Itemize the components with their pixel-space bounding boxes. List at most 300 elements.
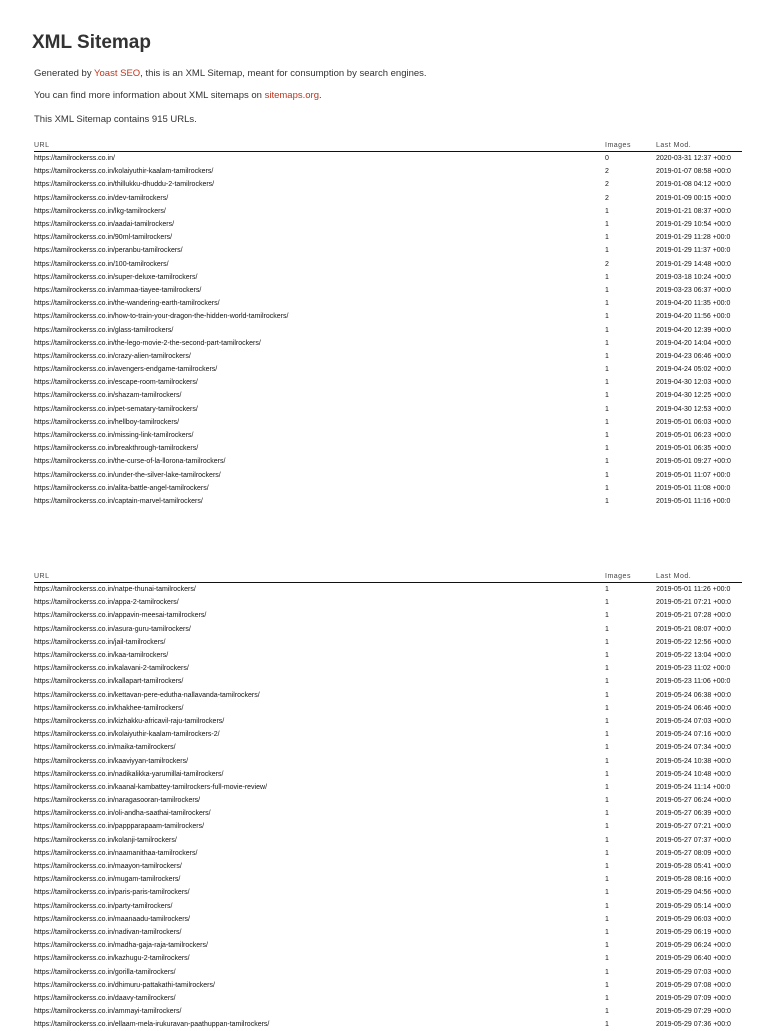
url-link[interactable]: https://tamilrockerss.co.in/hellboy-tamilrockers/: [34, 419, 179, 426]
images-cell: 1: [605, 689, 656, 702]
images-cell: 1: [605, 807, 656, 820]
images-cell: 1: [605, 350, 656, 363]
url-link[interactable]: https://tamilrockerss.co.in/naamanithaa-tamilrockers/: [34, 850, 197, 857]
images-cell: 1: [605, 363, 656, 376]
images-cell: 1: [605, 662, 656, 675]
url-cell: [34, 794, 605, 807]
url-cell: [34, 820, 605, 833]
lastmod-cell: 2019-05-01 11:07 +00:0: [656, 469, 742, 482]
url-cell: [34, 1018, 605, 1031]
images-cell: 1: [605, 244, 656, 257]
images-cell: 1: [605, 609, 656, 622]
url-cell: [34, 926, 605, 939]
table-row: [34, 807, 742, 820]
lastmod-cell: 2019-05-24 10:48 +00:0: [656, 768, 742, 781]
images-cell: 1: [605, 231, 656, 244]
url-link[interactable]: https://tamilrockerss.co.in/kaa-tamilrockers/: [34, 652, 168, 659]
url-link[interactable]: https://tamilrockerss.co.in/ammayi-tamilrockers/: [34, 1008, 181, 1015]
lastmod-cell: 2019-01-08 04:12 +00:0: [656, 178, 742, 191]
url-cell: [34, 702, 605, 715]
images-cell: 1: [605, 218, 656, 231]
url-cell: [34, 231, 605, 244]
table-row: [34, 754, 742, 767]
lastmod-cell: 2020-03-31 12:37 +00:0: [656, 152, 742, 166]
url-cell: [34, 715, 605, 728]
lastmod-cell: 2019-05-29 05:14 +00:0: [656, 900, 742, 913]
url-link[interactable]: https://tamilrockerss.co.in/how-to-train-your-dragon-the-hidden-world-tamilrockers/: [34, 313, 288, 320]
table-row: [34, 310, 742, 323]
url-link[interactable]: https://tamilrockerss.co.in/dhimuru-pattakathi-tamilrockers/: [34, 982, 215, 989]
table-row: [34, 649, 742, 662]
url-cell: [34, 442, 605, 455]
lastmod-cell: 2019-01-09 00:15 +00:0: [656, 192, 742, 205]
lastmod-cell: 2019-05-21 07:21 +00:0: [656, 596, 742, 609]
lastmod-cell: 2019-05-28 08:16 +00:0: [656, 873, 742, 886]
info-text: [34, 90, 322, 101]
images-cell: 1: [605, 702, 656, 715]
generated-by-text: [34, 68, 427, 79]
url-cell: [34, 323, 605, 336]
url-cell: [34, 403, 605, 416]
table-row: [34, 913, 742, 926]
table-row: [34, 636, 742, 649]
table-row: [34, 1018, 742, 1031]
url-link[interactable]: https://tamilrockerss.co.in/avengers-endgame-tamilrockers/: [34, 366, 217, 373]
yoast-seo-link[interactable]: Yoast SEO: [94, 68, 140, 79]
url-cell: [34, 429, 605, 442]
table-row: [34, 794, 742, 807]
url-link[interactable]: https://tamilrockerss.co.in/pet-sematary-tamilrockers/: [34, 406, 198, 413]
url-link[interactable]: https://tamilrockerss.co.in/ammaa-tiayee-tamilrockers/: [34, 287, 201, 294]
images-cell: 1: [605, 715, 656, 728]
images-cell: 1: [605, 1018, 656, 1031]
table-body-2: [34, 583, 742, 1031]
lastmod-cell: 2019-05-01 11:08 +00:0: [656, 482, 742, 495]
url-cell: [34, 873, 605, 886]
table-row: [34, 623, 742, 636]
url-link[interactable]: https://tamilrockerss.co.in/crazy-alien-tamilrockers/: [34, 353, 191, 360]
table-row: [34, 271, 742, 284]
images-cell: 1: [605, 623, 656, 636]
url-link[interactable]: https://tamilrockerss.co.in/the-wandering-earth-tamilrockers/: [34, 300, 220, 307]
images-cell: 2: [605, 258, 656, 271]
images-cell: 1: [605, 900, 656, 913]
lastmod-cell: 2019-05-24 06:38 +00:0: [656, 689, 742, 702]
lastmod-cell: 2019-05-29 06:19 +00:0: [656, 926, 742, 939]
url-link[interactable]: https://tamilrockerss.co.in/kallapart-tamilrockers/: [34, 678, 183, 685]
table-row: [34, 992, 742, 1005]
url-cell: [34, 886, 605, 899]
images-cell: 1: [605, 482, 656, 495]
table-row: [34, 596, 742, 609]
url-link[interactable]: https://tamilrockerss.co.in/madha-gaja-raja-tamilrockers/: [34, 942, 208, 949]
url-link[interactable]: https://tamilrockerss.co.in/kolaiyuthir-kaalam-tamilrockers/: [34, 168, 213, 175]
images-cell: 1: [605, 429, 656, 442]
url-cell: [34, 847, 605, 860]
lastmod-cell: 2019-01-07 08:58 +00:0: [656, 165, 742, 178]
table-row: [34, 979, 742, 992]
url-cell: [34, 609, 605, 622]
url-link[interactable]: https://tamilrockerss.co.in/captain-marvel-tamilrockers/: [34, 498, 203, 505]
images-cell: 1: [605, 649, 656, 662]
images-cell: 1: [605, 886, 656, 899]
lastmod-cell: 2019-05-24 07:16 +00:0: [656, 728, 742, 741]
table-row: [34, 926, 742, 939]
images-cell: 1: [605, 675, 656, 688]
lastmod-cell: 2019-05-29 04:56 +00:0: [656, 886, 742, 899]
url-link[interactable]: https://tamilrockerss.co.in/breakthrough-tamilrockers/: [34, 445, 198, 452]
images-cell: 1: [605, 583, 656, 597]
lastmod-cell: 2019-04-30 12:53 +00:0: [656, 403, 742, 416]
info-prefix: You can find more information about XML sitemaps on: [34, 90, 265, 101]
lastmod-cell: 2019-04-20 11:56 +00:0: [656, 310, 742, 323]
url-cell: [34, 992, 605, 1005]
sitemap-table-1: [34, 139, 742, 508]
url-link[interactable]: https://tamilrockerss.co.in/paris-paris-tamilrockers/: [34, 889, 190, 896]
url-cell: [34, 1005, 605, 1018]
url-link[interactable]: https://tamilrockerss.co.in/the-lego-movie-2-the-second-part-tamilrockers/: [34, 340, 261, 347]
url-link[interactable]: https://tamilrockerss.co.in/: [34, 155, 115, 162]
lastmod-cell: 2019-01-21 08:37 +00:0: [656, 205, 742, 218]
url-link[interactable]: https://tamilrockerss.co.in/kolanji-tamilrockers/: [34, 837, 177, 844]
table-header-row: [34, 139, 742, 152]
lastmod-cell: 2019-05-23 11:02 +00:0: [656, 662, 742, 675]
lastmod-cell: 2019-05-27 07:21 +00:0: [656, 820, 742, 833]
images-cell: 1: [605, 781, 656, 794]
url-link[interactable]: https://tamilrockerss.co.in/glass-tamilrockers/: [34, 327, 173, 334]
url-cell: [34, 455, 605, 468]
url-link[interactable]: https://tamilrockerss.co.in/daavy-tamilrockers/: [34, 995, 176, 1002]
sitemap-table-2: [34, 570, 742, 1031]
url-link[interactable]: https://tamilrockerss.co.in/alita-battle-angel-tamilrockers/: [34, 485, 209, 492]
url-cell: [34, 389, 605, 402]
url-link[interactable]: https://tamilrockerss.co.in/lkg-tamilrockers/: [34, 208, 166, 215]
url-link[interactable]: https://tamilrockerss.co.in/shazam-tamilrockers/: [34, 392, 181, 399]
images-cell: 1: [605, 636, 656, 649]
url-cell: [34, 205, 605, 218]
url-link[interactable]: https://tamilrockerss.co.in/jail-tamilrockers/: [34, 639, 165, 646]
table-row: [34, 469, 742, 482]
images-cell: 1: [605, 952, 656, 965]
table-row: [34, 389, 742, 402]
images-cell: 1: [605, 913, 656, 926]
lastmod-cell: 2019-05-29 07:09 +00:0: [656, 992, 742, 1005]
lastmod-cell: 2019-05-29 06:03 +00:0: [656, 913, 742, 926]
lastmod-cell: 2019-05-27 06:24 +00:0: [656, 794, 742, 807]
column-header-lastmod: Last Mod.: [656, 570, 742, 583]
lastmod-cell: 2019-05-01 06:23 +00:0: [656, 429, 742, 442]
table-row: [34, 376, 742, 389]
url-cell: [34, 152, 605, 166]
lastmod-cell: 2019-05-21 08:07 +00:0: [656, 623, 742, 636]
images-cell: 1: [605, 469, 656, 482]
lastmod-cell: 2019-05-01 06:03 +00:0: [656, 416, 742, 429]
url-link[interactable]: https://tamilrockerss.co.in/appavin-meesai-tamilrockers/: [34, 612, 206, 619]
table-row: [34, 1005, 742, 1018]
lastmod-cell: 2019-05-21 07:28 +00:0: [656, 609, 742, 622]
url-cell: [34, 495, 605, 508]
images-cell: 1: [605, 728, 656, 741]
lastmod-cell: 2019-05-27 08:09 +00:0: [656, 847, 742, 860]
url-link[interactable]: https://tamilrockerss.co.in/mugam-tamilrockers/: [34, 876, 180, 883]
url-cell: [34, 741, 605, 754]
url-link[interactable]: https://tamilrockerss.co.in/missing-link-tamilrockers/: [34, 432, 193, 439]
lastmod-cell: 2019-05-23 11:06 +00:0: [656, 675, 742, 688]
url-cell: [34, 834, 605, 847]
images-cell: 2: [605, 192, 656, 205]
url-link[interactable]: https://tamilrockerss.co.in/kaanal-kambattey-tamilrockers-full-movie-review/: [34, 784, 267, 791]
lastmod-cell: 2019-04-20 11:35 +00:0: [656, 297, 742, 310]
lastmod-cell: 2019-05-27 07:37 +00:0: [656, 834, 742, 847]
lastmod-cell: 2019-05-01 11:16 +00:0: [656, 495, 742, 508]
images-cell: 1: [605, 873, 656, 886]
table-row: [34, 583, 742, 597]
url-cell: [34, 689, 605, 702]
lastmod-cell: 2019-05-29 07:36 +00:0: [656, 1018, 742, 1031]
url-link[interactable]: https://tamilrockerss.co.in/dev-tamilrockers/: [34, 195, 168, 202]
images-cell: 1: [605, 403, 656, 416]
table-row: [34, 244, 742, 257]
table-row: [34, 847, 742, 860]
url-link[interactable]: https://tamilrockerss.co.in/natpe-thunai-tamilrockers/: [34, 586, 196, 593]
lastmod-cell: 2019-05-01 06:35 +00:0: [656, 442, 742, 455]
lastmod-cell: 2019-04-20 12:39 +00:0: [656, 323, 742, 336]
url-link[interactable]: https://tamilrockerss.co.in/maayon-tamilrockers/: [34, 863, 182, 870]
url-cell: [34, 596, 605, 609]
url-link[interactable]: https://tamilrockerss.co.in/escape-room-tamilrockers/: [34, 379, 198, 386]
table-row: [34, 900, 742, 913]
lastmod-cell: 2019-05-27 06:39 +00:0: [656, 807, 742, 820]
generated-prefix: Generated by: [34, 68, 94, 79]
url-cell: [34, 363, 605, 376]
lastmod-cell: 2019-05-28 05:41 +00:0: [656, 860, 742, 873]
table-row: [34, 741, 742, 754]
lastmod-cell: 2019-04-23 06:46 +00:0: [656, 350, 742, 363]
url-cell: [34, 337, 605, 350]
images-cell: 1: [605, 442, 656, 455]
url-link[interactable]: https://tamilrockerss.co.in/super-deluxe-tamilrockers/: [34, 274, 197, 281]
url-cell: [34, 952, 605, 965]
images-cell: 1: [605, 741, 656, 754]
table-row: [34, 715, 742, 728]
images-cell: 0: [605, 152, 656, 166]
lastmod-cell: 2019-04-30 12:03 +00:0: [656, 376, 742, 389]
url-link[interactable]: https://tamilrockerss.co.in/thillukku-dhuddu-2-tamilrockers/: [34, 181, 214, 188]
url-cell: [34, 350, 605, 363]
url-cell: [34, 636, 605, 649]
url-cell: [34, 662, 605, 675]
url-cell: [34, 258, 605, 271]
url-cell: [34, 376, 605, 389]
images-cell: 1: [605, 416, 656, 429]
table-row: [34, 218, 742, 231]
column-header-url: URL: [34, 570, 605, 583]
table-header-row: [34, 570, 742, 583]
lastmod-cell: 2019-03-23 06:37 +00:0: [656, 284, 742, 297]
images-cell: 1: [605, 847, 656, 860]
url-link[interactable]: https://tamilrockerss.co.in/kalavani-2-tamilrockers/: [34, 665, 189, 672]
url-cell: [34, 807, 605, 820]
table-row: [34, 873, 742, 886]
url-link[interactable]: https://tamilrockerss.co.in/nadivan-tamilrockers/: [34, 929, 181, 936]
table-row: [34, 860, 742, 873]
lastmod-cell: 2019-01-29 14:48 +00:0: [656, 258, 742, 271]
images-cell: 1: [605, 754, 656, 767]
lastmod-cell: 2019-03-18 10:24 +00:0: [656, 271, 742, 284]
lastmod-cell: 2019-05-22 12:56 +00:0: [656, 636, 742, 649]
url-link[interactable]: https://tamilrockerss.co.in/90ml-tamilrockers/: [34, 234, 172, 241]
images-cell: 1: [605, 939, 656, 952]
url-link[interactable]: https://tamilrockerss.co.in/maanaadu-tamilrockers/: [34, 916, 190, 923]
url-link[interactable]: https://tamilrockerss.co.in/kazhugu-2-tamilrockers/: [34, 955, 190, 962]
url-link[interactable]: https://tamilrockerss.co.in/maika-tamilrockers/: [34, 744, 176, 751]
url-link[interactable]: https://tamilrockerss.co.in/kizhakku-africavil-raju-tamilrockers/: [34, 718, 224, 725]
lastmod-cell: 2019-05-01 11:26 +00:0: [656, 583, 742, 597]
table-row: [34, 675, 742, 688]
url-link[interactable]: https://tamilrockerss.co.in/peranbu-tamilrockers/: [34, 247, 183, 254]
url-cell: [34, 310, 605, 323]
table-row: [34, 939, 742, 952]
url-link[interactable]: https://tamilrockerss.co.in/ellaam-mela-irukuravan-paathuppan-tamilrockers/: [34, 1021, 269, 1028]
url-link[interactable]: https://tamilrockerss.co.in/kolaiyuthir-kaalam-tamilrockers-2/: [34, 731, 220, 738]
lastmod-cell: 2019-05-29 06:40 +00:0: [656, 952, 742, 965]
images-cell: 1: [605, 1005, 656, 1018]
images-cell: 1: [605, 205, 656, 218]
table-row: [34, 231, 742, 244]
url-cell: [34, 728, 605, 741]
lastmod-cell: 2019-05-01 09:27 +00:0: [656, 455, 742, 468]
url-link[interactable]: https://tamilrockerss.co.in/the-curse-of-la-llorona-tamilrockers/: [34, 458, 225, 465]
table-row: [34, 728, 742, 741]
table-row: [34, 482, 742, 495]
page-title: XML Sitemap: [32, 32, 151, 54]
url-link[interactable]: https://tamilrockerss.co.in/asura-guru-tamilrockers/: [34, 626, 191, 633]
table-row: [34, 429, 742, 442]
generated-suffix: , this is an XML Sitemap, meant for consumption by search engines.: [140, 68, 426, 79]
url-cell: [34, 482, 605, 495]
images-cell: 1: [605, 271, 656, 284]
images-cell: 1: [605, 768, 656, 781]
images-cell: 1: [605, 965, 656, 978]
table-row: [34, 442, 742, 455]
url-cell: [34, 768, 605, 781]
url-link[interactable]: https://tamilrockerss.co.in/gorilla-tamilrockers/: [34, 969, 176, 976]
lastmod-cell: 2019-01-29 11:37 +00:0: [656, 244, 742, 257]
lastmod-cell: 2019-05-24 07:34 +00:0: [656, 741, 742, 754]
url-link[interactable]: https://tamilrockerss.co.in/kaaviyyan-tamilrockers/: [34, 758, 188, 765]
table-row: [34, 689, 742, 702]
images-cell: 1: [605, 376, 656, 389]
url-link[interactable]: https://tamilrockerss.co.in/party-tamilrockers/: [34, 903, 172, 910]
images-cell: 1: [605, 337, 656, 350]
table-row: [34, 297, 742, 310]
url-link[interactable]: https://tamilrockerss.co.in/100-tamilrockers/: [34, 261, 169, 268]
table-row: [34, 455, 742, 468]
column-header-url: URL: [34, 139, 605, 152]
url-cell: [34, 244, 605, 257]
images-cell: 1: [605, 860, 656, 873]
url-cell: [34, 965, 605, 978]
table-row: [34, 781, 742, 794]
sitemaps-org-link[interactable]: sitemaps.org: [265, 90, 319, 101]
table-row: [34, 416, 742, 429]
info-suffix: .: [319, 90, 322, 101]
url-link[interactable]: https://tamilrockerss.co.in/naragasooran-tamilrockers/: [34, 797, 200, 804]
url-link[interactable]: https://tamilrockerss.co.in/nadikalikka-yarumillai-tamilrockers/: [34, 771, 223, 778]
images-cell: 1: [605, 297, 656, 310]
table-row: [34, 768, 742, 781]
lastmod-cell: 2019-05-29 07:08 +00:0: [656, 979, 742, 992]
lastmod-cell: 2019-04-20 14:04 +00:0: [656, 337, 742, 350]
url-link[interactable]: https://tamilrockerss.co.in/aadai-tamilrockers/: [34, 221, 174, 228]
url-link[interactable]: https://tamilrockerss.co.in/under-the-silver-lake-tamilrockers/: [34, 472, 221, 479]
table-row: [34, 609, 742, 622]
lastmod-cell: 2019-01-29 11:28 +00:0: [656, 231, 742, 244]
url-cell: [34, 165, 605, 178]
url-cell: [34, 979, 605, 992]
lastmod-cell: 2019-05-24 07:03 +00:0: [656, 715, 742, 728]
images-cell: 1: [605, 495, 656, 508]
table-row: [34, 965, 742, 978]
url-cell: [34, 271, 605, 284]
url-link[interactable]: https://tamilrockerss.co.in/oli-andha-saathai-tamilrockers/: [34, 810, 211, 817]
table-row: [34, 323, 742, 336]
url-link[interactable]: https://tamilrockerss.co.in/appa-2-tamilrockers/: [34, 599, 179, 606]
images-cell: 1: [605, 926, 656, 939]
lastmod-cell: 2019-05-29 07:03 +00:0: [656, 965, 742, 978]
images-cell: 1: [605, 284, 656, 297]
url-cell: [34, 781, 605, 794]
images-cell: 1: [605, 455, 656, 468]
url-cell: [34, 583, 605, 597]
url-cell: [34, 860, 605, 873]
url-cell: [34, 900, 605, 913]
table-row: [34, 363, 742, 376]
images-cell: 1: [605, 323, 656, 336]
table-row: [34, 834, 742, 847]
url-link[interactable]: https://tamilrockerss.co.in/pappparapaam-tamilrockers/: [34, 823, 204, 830]
url-link[interactable]: https://tamilrockerss.co.in/khakhee-tamilrockers/: [34, 705, 183, 712]
table-row: [34, 337, 742, 350]
url-count-text: This XML Sitemap contains 915 URLs.: [34, 114, 197, 125]
images-cell: 1: [605, 979, 656, 992]
table-row: [34, 702, 742, 715]
url-cell: [34, 297, 605, 310]
table-row: [34, 820, 742, 833]
table-body-1: [34, 152, 742, 509]
url-cell: [34, 649, 605, 662]
url-cell: [34, 754, 605, 767]
url-cell: [34, 284, 605, 297]
images-cell: 2: [605, 178, 656, 191]
table-row: [34, 495, 742, 508]
lastmod-cell: 2019-05-22 13:04 +00:0: [656, 649, 742, 662]
url-cell: [34, 178, 605, 191]
url-cell: [34, 416, 605, 429]
lastmod-cell: 2019-05-24 10:38 +00:0: [656, 754, 742, 767]
lastmod-cell: 2019-05-24 11:14 +00:0: [656, 781, 742, 794]
table-row: [34, 192, 742, 205]
table-row: [34, 205, 742, 218]
url-cell: [34, 218, 605, 231]
images-cell: 1: [605, 992, 656, 1005]
table-row: [34, 350, 742, 363]
images-cell: 1: [605, 596, 656, 609]
url-link[interactable]: https://tamilrockerss.co.in/kettavan-pere-edutha-nallavanda-tamilrockers/: [34, 692, 260, 699]
column-header-images: Images: [605, 570, 656, 583]
url-cell: [34, 469, 605, 482]
images-cell: 2: [605, 165, 656, 178]
